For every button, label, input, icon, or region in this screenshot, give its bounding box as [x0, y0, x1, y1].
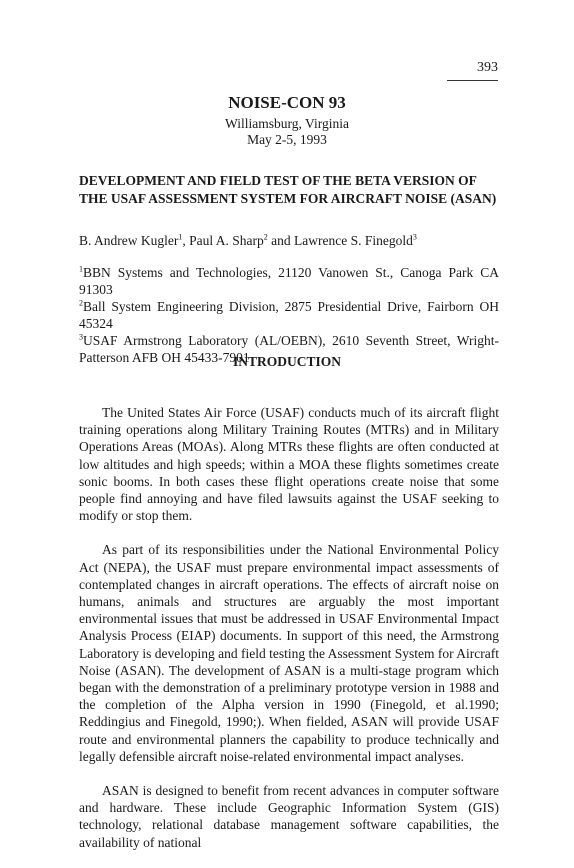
- author-affiliation-mark: 3: [412, 232, 417, 242]
- affiliation-mark: 1: [79, 264, 83, 274]
- author-list: [79, 233, 499, 249]
- affiliation-mark: 2: [79, 298, 83, 308]
- paragraph: The United States Air Force (USAF) conducts much of its aircraft flight training operations along Military Training Routes (MTRs) and in Military Operations Areas (MOAs). Along MTRs these flights are often conducted at low altitudes and high speeds; within a MOA these flights sometimes create sonic booms. In both cases these flight operations create noise that some people find annoying and have filed lawsuits against the USAF seeking to modify or stop them.: [79, 405, 499, 524]
- header-rule: [447, 80, 498, 81]
- conference-place: Williamsburg, Virginia: [225, 116, 349, 131]
- paper-title: DEVELOPMENT AND FIELD TEST OF THE BETA VERSION OF THE USAF ASSESSMENT SYSTEM FOR AIRCRAFT NOISE (ASAN): [79, 173, 497, 206]
- affiliation-text: Ball System Engineering Division, 2875 Presidential Drive, Fairborn OH 45324: [79, 299, 499, 331]
- affiliation-list: [79, 264, 499, 366]
- paragraph: As part of its responsibilities under the National Environmental Policy Act (NEPA), the USAF must prepare environmental impact assessments of contemplated changes in aircraft operations. The effects of aircraft noise on humans, animals and structures are arguably the most important environmental issues that must be addressed in USAF Environmental Impact Analysis Process (EIAP) documents. In support of this need, the Armstrong Laboratory is developing and field testing the Assessment System for Aircraft Noise (ASAN). The development of ASAN is a multi-stage program which began with the demonstration of a preliminary prototype version in 1988 and the completion of the Alpha version in 1990 (Finegold, et al.1990; Reddingius and Finegold, 1990;). When fielded, ASAN will provide USAF route and environmental planners the capability to produce technically and legally defensible aircraft noise-related environmental impact analyses.: [79, 542, 499, 764]
- paragraph: ASAN is designed to benefit from recent advances in computer software and hardware. These include Geographic Information System (GIS) technology, relational database management software capabilities, the availability of national: [79, 783, 499, 850]
- author-separator: ,: [182, 233, 190, 248]
- body-text: [79, 404, 499, 868]
- conference-name: NOISE-CON 93: [228, 93, 346, 112]
- author-affiliation-mark: 2: [263, 232, 268, 242]
- author-affiliation-mark: 1: [178, 232, 183, 242]
- affiliation-text: BBN Systems and Technologies, 21120 Vanowen St., Canoga Park CA 91303: [79, 265, 499, 297]
- affiliation-mark: 3: [79, 332, 83, 342]
- page-number: 393: [477, 60, 498, 75]
- author-name: Lawrence S. Finegold: [294, 233, 413, 248]
- section-heading: INTRODUCTION: [232, 354, 341, 369]
- author-name: Paul A. Sharp: [189, 233, 264, 248]
- author-name: B. Andrew Kugler: [79, 233, 179, 248]
- affiliation-entry: [79, 298, 499, 332]
- affiliation-entry: [79, 264, 499, 298]
- conference-date: May 2-5, 1993: [247, 132, 327, 147]
- affiliation-text: USAF Armstrong Laboratory (AL/OEBN), 2610 Seventh Street, Wright-Patterson AFB OH 45433-7901: [79, 333, 499, 365]
- author-separator: and: [267, 233, 294, 248]
